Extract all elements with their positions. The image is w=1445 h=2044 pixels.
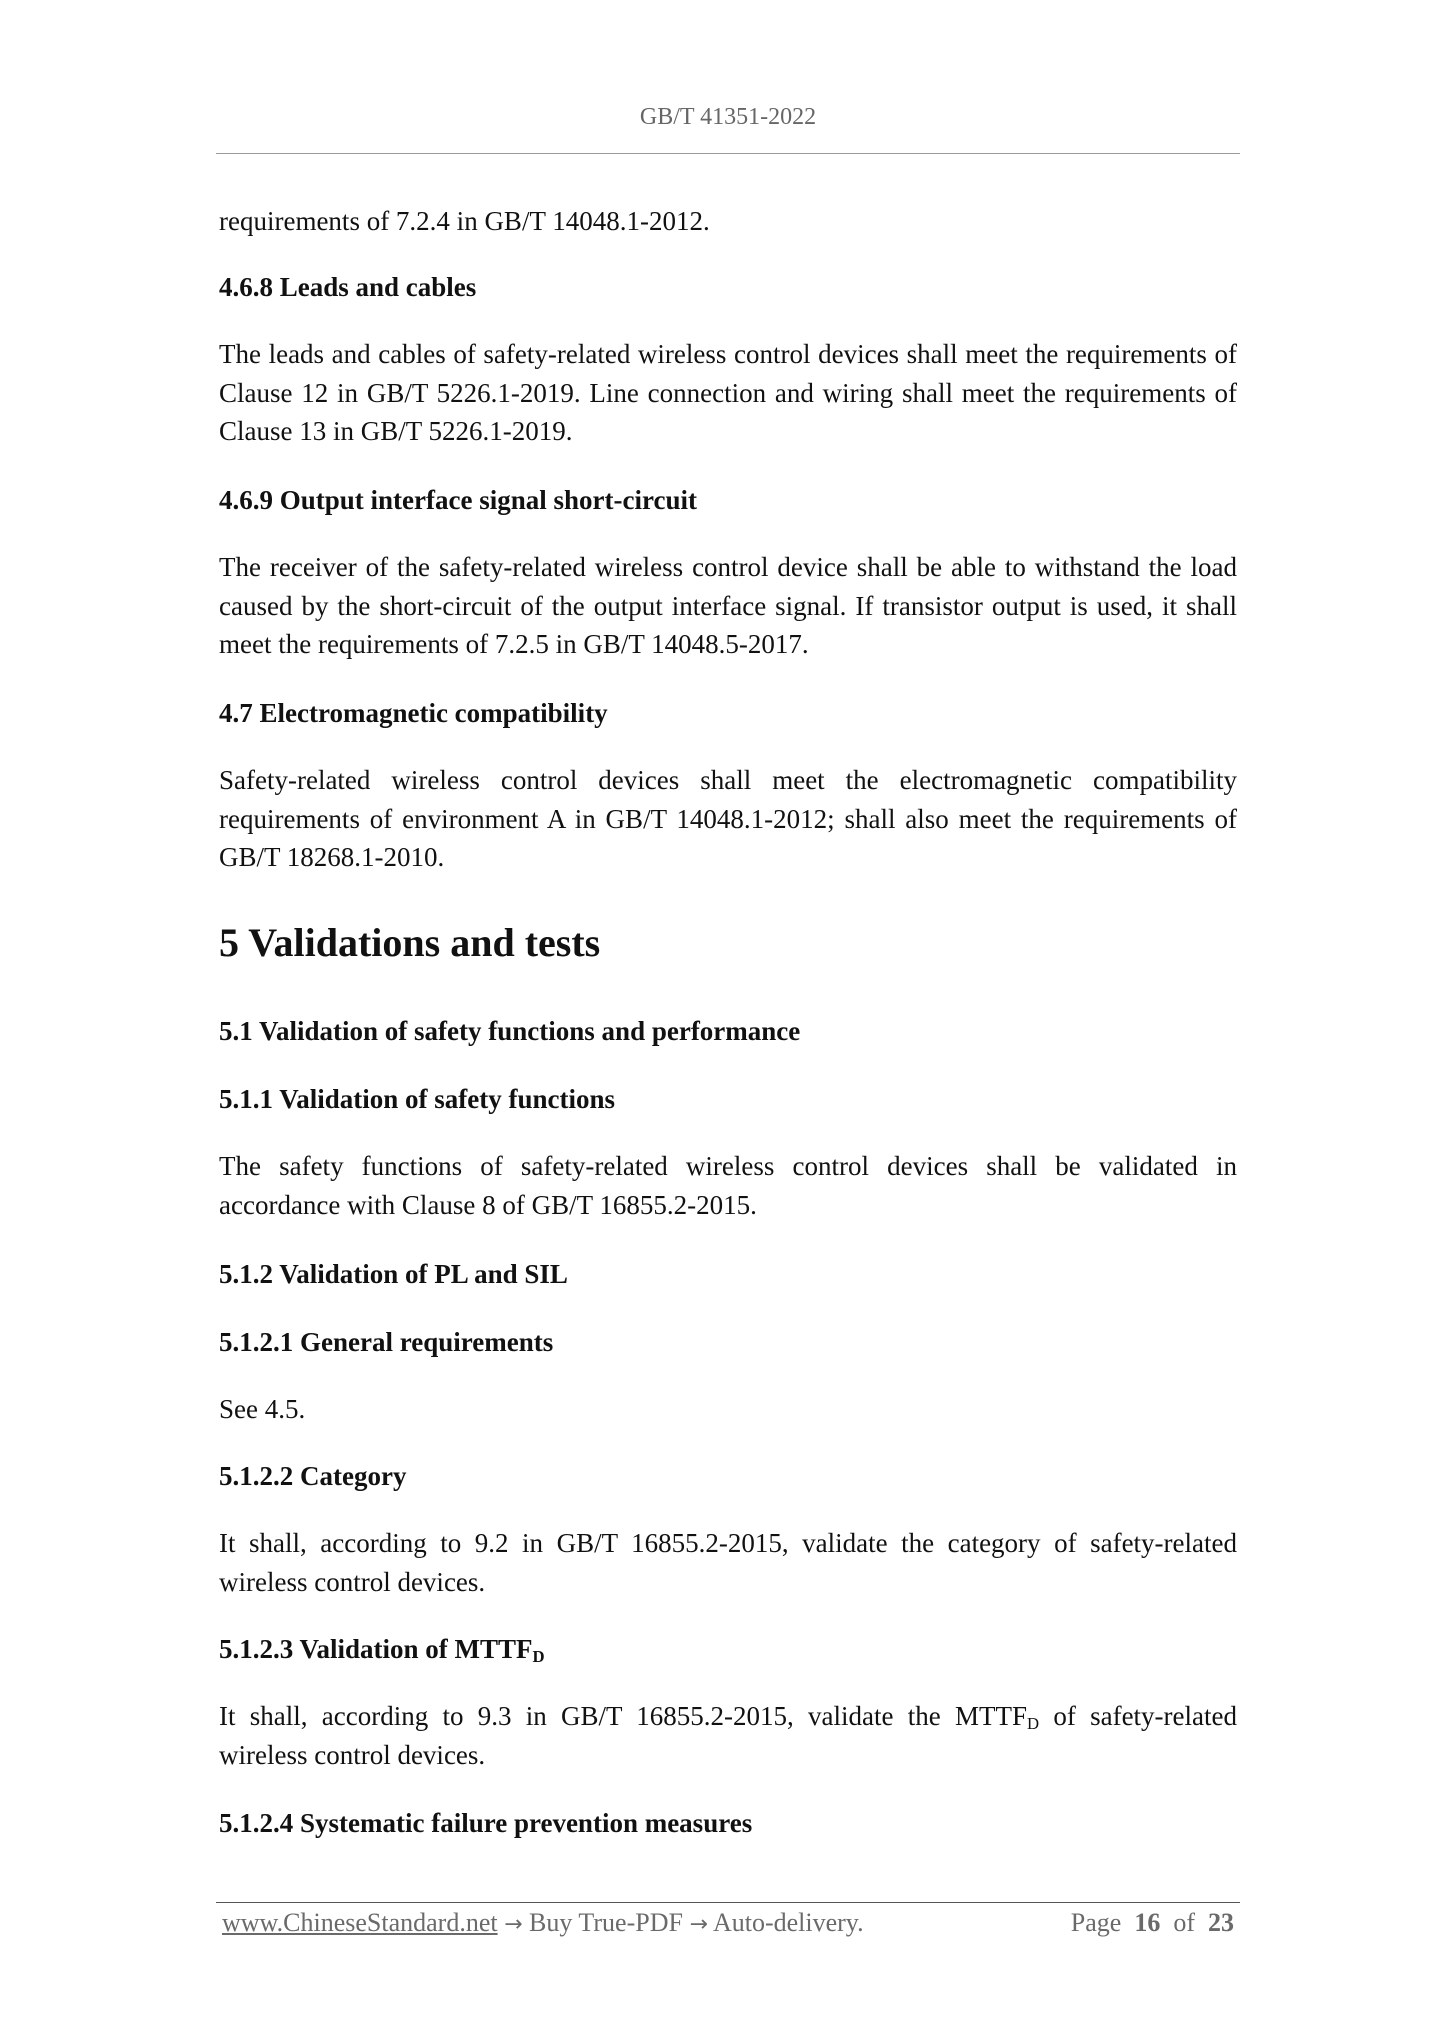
heading-5-1-2-2: 5.1.2.2 Category xyxy=(219,1461,407,1491)
page-counter xyxy=(1071,1908,1234,1938)
heading-5-1-2-3 xyxy=(219,1630,545,1668)
buy-text: Buy True-PDF xyxy=(529,1908,683,1937)
heading-5-1-2-1: 5.1.2.1 General requirements xyxy=(219,1327,554,1357)
page-word: Page xyxy=(1070,1908,1122,1937)
page-number: 16 xyxy=(1134,1908,1161,1937)
page-header: GB/T 41351-2022 xyxy=(639,104,817,130)
page-footer xyxy=(222,1908,1234,1944)
site-link[interactable]: www.ChineseStandard.net xyxy=(222,1908,498,1937)
paragraph-4-6-9: The receiver of the safety-related wireless control device shall be able to withstand the load caused by the short-circuit of the output interface signal. If transistor output is used, it shall meet the requirements of 7.2.5 in GB/T 14048.5-2017. xyxy=(219,552,1237,659)
heading-5-1-2: 5.1.2 Validation of PL and SIL xyxy=(219,1259,568,1289)
header-divider xyxy=(216,153,1240,154)
subscript-d: D xyxy=(532,1647,545,1667)
page-total: 23 xyxy=(1208,1908,1234,1937)
heading-5: 5 Validations and tests xyxy=(219,920,601,965)
heading-4-6-8: 4.6.8 Leads and cables xyxy=(219,272,477,302)
paragraph-5-1-2-3 xyxy=(219,1697,1237,1774)
heading-5-1: 5.1 Validation of safety functions and performance xyxy=(219,1016,801,1046)
subscript-d: D xyxy=(1026,1714,1040,1734)
arrow-right-icon: → xyxy=(689,1912,708,1937)
paragraph-4-7: Safety-related wireless control devices shall meet the electromagnetic compatibility requirements of environment A in GB/T 14048.1-2012; shall also meet the requirements of GB/T 18268.1-2010. xyxy=(219,765,1237,872)
paragraph-5-1-1: The safety functions of safety-related wireless control devices shall be validated in accordance with Clause 8 of GB/T 16855.2-2015. xyxy=(219,1151,1237,1220)
of-word: of xyxy=(1173,1908,1195,1937)
heading-5-1-2-3-text: 5.1.2.3 Validation of MTTF xyxy=(219,1634,533,1664)
heading-4-7: 4.7 Electromagnetic compatibility xyxy=(219,698,608,728)
footer-divider xyxy=(216,1902,1240,1903)
paragraph-5-1-2-3-text-a: It shall, according to 9.3 in GB/T 16855.2-2015, validate the MTTF xyxy=(219,1701,1027,1731)
paragraph-4-6-8: The leads and cables of safety-related wireless control devices shall meet the requirements of Clause 12 in GB/T 5226.1-2019. Line connection and wiring shall meet the requirements of Clause 13 in GB/T 5226.1-2019. xyxy=(219,339,1237,446)
footer-promo xyxy=(222,1908,864,1938)
delivery-text: Auto-delivery. xyxy=(712,1908,864,1937)
continued-paragraph: requirements of 7.2.4 in GB/T 14048.1-2012. xyxy=(219,206,710,236)
paragraph-5-1-2-2: It shall, according to 9.2 in GB/T 16855.2-2015, validate the category of safety-related wireless control devices. xyxy=(219,1528,1237,1597)
paragraph-5-1-2-3-text-b: of safety-related wireless control devices. xyxy=(219,1701,1237,1770)
heading-4-6-9: 4.6.9 Output interface signal short-circuit xyxy=(219,485,697,515)
paragraph-5-1-2-1: See 4.5. xyxy=(219,1394,306,1424)
heading-5-1-1: 5.1.1 Validation of safety functions xyxy=(219,1084,616,1114)
arrow-right-icon: → xyxy=(504,1912,523,1937)
heading-5-1-2-4: 5.1.2.4 Systematic failure prevention measures xyxy=(219,1808,753,1838)
